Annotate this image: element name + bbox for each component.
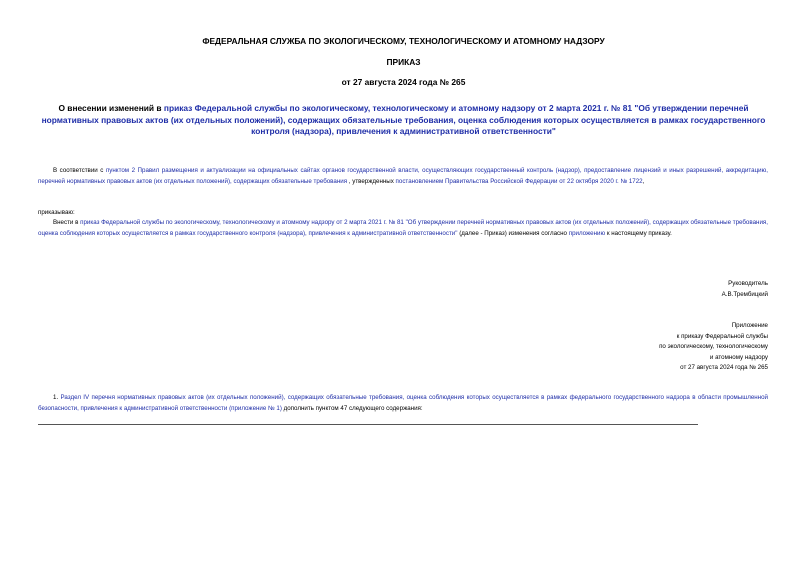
appendix-line-2: по экологическому, технологическому	[659, 343, 768, 351]
signature-block	[722, 279, 768, 300]
order-text-1: Внести в	[53, 219, 81, 226]
appendix-line-1: к приказу Федеральной службы	[676, 332, 768, 340]
item-1-paragraph	[38, 392, 768, 415]
appendix-block	[659, 321, 768, 374]
agency-heading: ФЕДЕРАЛЬНАЯ СЛУЖБА ПО ЭКОЛОГИЧЕСКОМУ, ТЕХНОЛОГИЧЕСКОМУ И АТОМНОМУ НАДЗОРУ	[202, 36, 605, 46]
order-amended-order-link[interactable]: приказ Федеральной службы по экологическому, технологическому и атомному надзору от 2 марта 2021 г. № 81 "Об утверждении перечней нормативных правовых актов (их отдельных положений), содержащих обязательные требования, оценка соблюдения которых осуществляется в рамках государственного контроля (надзора), привлечения к административной ответственности"	[38, 219, 768, 238]
document-type: ПРИКАЗ	[386, 57, 421, 67]
signature-name: А.В.Трембицкий	[721, 290, 768, 298]
preamble-rules-link[interactable]: пунктом 2 Правил размещения и актуализации на официальных сайтах органов государственной власти, осуществляющих государственный контроль (надзор), предоставление лицензий и иных разрешений, аккредитацию, перечней нормативных правовых актов (их отдельных положений), содержащих обязательные требования	[38, 167, 768, 186]
document-date-number: от 27 августа 2024 года № 265	[341, 77, 466, 87]
preamble-paragraph	[38, 165, 768, 188]
document-title	[30, 103, 777, 138]
preamble-resolution-link[interactable]: постановлением Правительства Российской Федерации от 22 октября 2020 г. № 1722	[395, 178, 643, 186]
separator-line	[38, 424, 698, 425]
order-paragraph	[38, 217, 768, 240]
appendix-line-4: от 27 августа 2024 года № 265	[680, 364, 768, 372]
order-text-3: к настоящему приказу.	[605, 230, 672, 238]
order-text-2: (далее - Приказ) изменения согласно	[457, 230, 569, 238]
preamble-text-1: В соответствии с	[53, 167, 106, 174]
order-word: приказываю:	[38, 209, 75, 216]
appendix-label: Приложение	[731, 322, 768, 329]
item-1-section-link[interactable]: Раздел IV перечня нормативных правовых актов (их отдельных положений), содержащих обязательные требования, оценка соблюдения которых осуществляется в рамках федерального государственного надзора в области промышленной безопасности, привлечения к административной ответственности (приложение № 1)	[38, 394, 768, 413]
item-1-number: 1.	[53, 394, 61, 401]
item-1-text: дополнить пунктом 47 следующего содержания:	[281, 405, 423, 413]
order-appendix-link[interactable]: приложению	[568, 230, 606, 238]
signature-position: Руководитель	[728, 280, 768, 287]
preamble-text-2: , утвержденных	[347, 178, 396, 186]
title-prefix: О внесении изменений в	[58, 103, 164, 113]
appendix-line-3: и атомному надзору	[709, 353, 768, 361]
preamble-text-3: ,	[642, 178, 645, 186]
title-order-link[interactable]: приказ Федеральной службы по экологическому, технологическому и атомному надзору от 2 марта 2021 г. № 81 "Об утверждении перечней нормативных правовых актов (их отдельных положений), содержащих обязательные требования, оценка соблюдения которых осуществляется в рамках государственного контроля (надзора), привлечения к административной ответственности"	[41, 103, 766, 136]
